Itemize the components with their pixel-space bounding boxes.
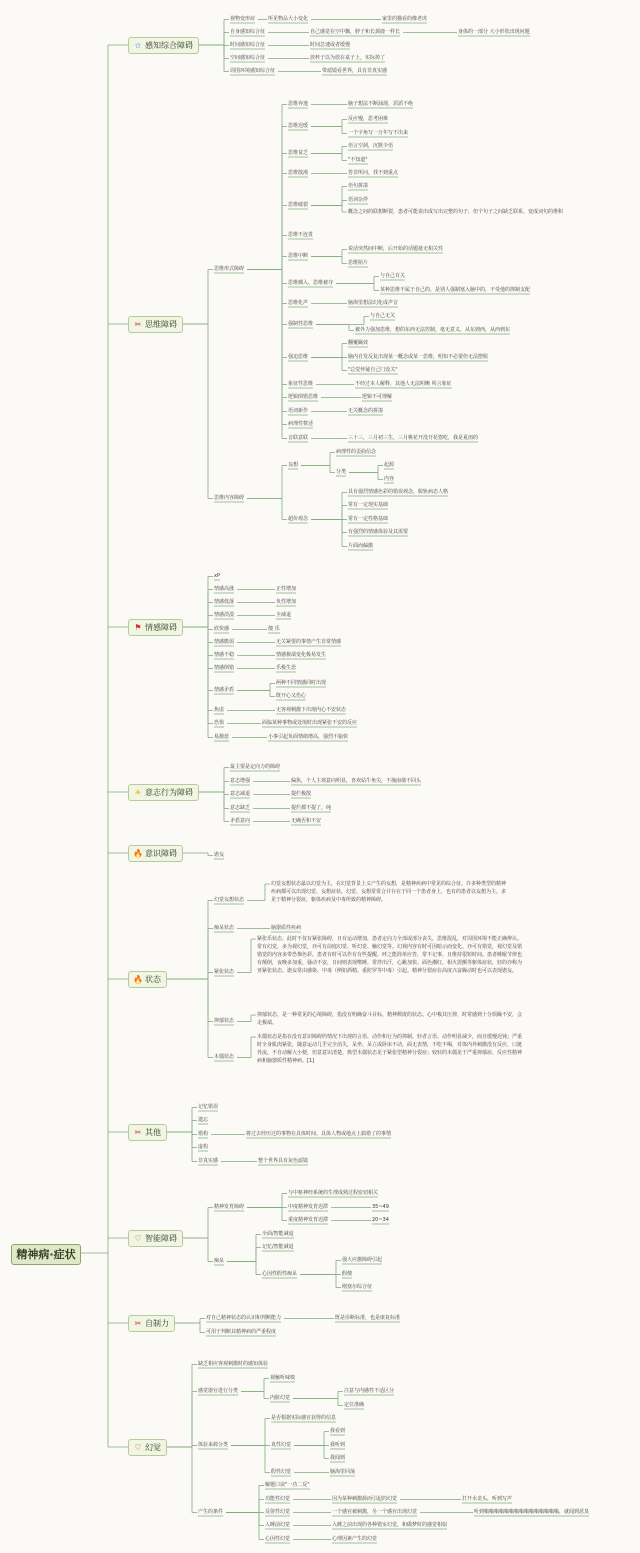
topic-node[interactable]: 心因性假性痴呆 — [262, 1271, 298, 1277]
category-node[interactable] — [128, 1230, 183, 1247]
topic-node[interactable]: 情感矛盾 — [214, 687, 235, 693]
category-label: 智能障碍 — [145, 1234, 177, 1243]
topic-node[interactable]: 情感淡漠 — [214, 612, 235, 618]
topic-node[interactable]: 空间感知综合征 — [230, 55, 266, 61]
topic-node[interactable]: 思维贫乏 — [288, 150, 309, 156]
topic-node[interactable]: 35~49 — [372, 1204, 389, 1210]
topic-node[interactable]: 听到嗡嗡嗡嗡嗡嗡嗡嗡嗡嗡嗡嗡嗡嗡嗡，就闻到恶臭 — [474, 1509, 590, 1515]
topic-node[interactable]: 假性幻觉 — [271, 1469, 292, 1475]
topic-node[interactable]: 功能性幻觉 — [265, 1496, 291, 1502]
topic-node[interactable]: 被外力强加思维，想的东西无法控制，毫无意义，从东到西，从西到东 — [355, 327, 511, 333]
topic-node[interactable]: 音联意联 — [288, 435, 309, 441]
topic-node[interactable]: 注意与内感性不适区分 — [344, 1388, 395, 1394]
topic-node[interactable]: 不经过本人解释，其他人无法明晰 所言象征 — [355, 381, 452, 387]
root-node[interactable]: 精神病·症状 — [11, 1244, 81, 1265]
topic-node[interactable]: 全减退 — [276, 612, 292, 618]
topic-node[interactable]: 分类 — [336, 469, 347, 475]
topic-node[interactable]: 语言空洞，沉默少语 — [348, 143, 394, 149]
topic-node[interactable]: 常有一定性格基础 — [348, 516, 389, 522]
topic-node[interactable]: 情感高涨 — [214, 586, 235, 592]
topic-node[interactable]: 思维化声 — [288, 300, 309, 306]
category-icon: 🔥 — [133, 849, 143, 858]
topic-node[interactable]: 病理性的歪曲信念 — [336, 449, 377, 455]
topic-node[interactable]: 意志减退 — [230, 791, 251, 797]
topic-node[interactable]: 语句拼凑 — [348, 183, 369, 189]
topic-node[interactable]: 超价观念 — [288, 516, 309, 522]
topic-node[interactable]: 提烂极散 — [291, 791, 312, 797]
category-label: 状态 — [145, 975, 161, 984]
topic-node[interactable]: 内脏幻觉 — [270, 1395, 291, 1401]
topic-node[interactable]: 傻 乐 — [268, 626, 280, 632]
topic-node[interactable]: 入睡之前出现的各种错室幻觉，和做梦时的感觉相似 — [332, 1522, 448, 1528]
topic-node[interactable]: 思维插入、思维被夺 — [288, 280, 334, 286]
topic-node[interactable]: 打开水龙头，听到写声 — [462, 1496, 513, 1502]
topic-node[interactable]: 感觉器官进行分类 — [198, 1388, 239, 1394]
topic-node[interactable]: 刚塞尔综合征 — [342, 1284, 373, 1290]
category-icon: ☀ — [134, 788, 142, 797]
category-label: 感知综合障碍 — [145, 41, 193, 50]
topic-node[interactable]: 木僵状态是指在没有意识障碍的情况下出现的言语、动作和行为的抑制。轻者言语、动作明显减少，而且缓慢迟钝；严重时全身肌肉紧张，随意运动几乎完全消失，呆坐、呆立或卧床不动，面无表情，不吃不喝，对体内外刺激没有反应，口涎外流，不自动解大小便，但意意识清楚。典型木僵状态见于紧张型精神分裂症；较轻的木僵见于严重抑郁症、反应性精神病和脑器质性精神病。[1] — [257, 1034, 523, 1064]
category-node[interactable] — [128, 784, 199, 801]
topic-node[interactable]: 三十三，三月初三生，三月桃花开没开花惚吃，我是夏雨的 — [348, 435, 479, 441]
topic-node[interactable]: 意志缺乏 — [230, 805, 251, 811]
topic-node[interactable]: 脑子想法不断涌现，滔滔不绝 — [348, 101, 414, 107]
topic-node[interactable]: 内容 — [384, 476, 395, 482]
category-node[interactable] — [128, 1315, 175, 1332]
topic-node[interactable]: 精神发育障碍 — [214, 1204, 245, 1210]
topic-node[interactable]: 遗忘 — [198, 1117, 209, 1123]
topic-node[interactable]: 错构 — [198, 1131, 209, 1137]
topic-node[interactable]: 最主要是定向力的障碍 — [230, 764, 281, 770]
topic-node[interactable]: 小事引起负面情绪增高，强烈不愉快 — [268, 734, 349, 740]
topic-node[interactable]: 身体的一部分 大小形状出现问题 — [458, 29, 530, 35]
topic-node[interactable]: 一个感官被刺激，另一个感官出现幻觉 — [332, 1509, 418, 1515]
topic-node[interactable]: 思维内容障碍 — [214, 495, 245, 501]
category-icon: ♡ — [134, 1234, 142, 1243]
topic-node[interactable]: 是否根据实际感官获得的信息 — [271, 1415, 337, 1421]
topic-node[interactable]: 片面而偏激 — [348, 543, 374, 549]
topic-node[interactable]: 体验来源分类 — [198, 1442, 229, 1448]
topic-node[interactable]: 逻辑不可理解 — [362, 394, 393, 400]
topic-node[interactable]: "不知道" — [348, 157, 368, 163]
topic-node[interactable]: 答非所问，找不到重点 — [348, 170, 399, 176]
category-node[interactable] — [128, 1439, 167, 1456]
topic-node[interactable]: 负性增加 — [276, 599, 297, 605]
topic-node[interactable]: 痴呆 — [214, 1258, 225, 1264]
topic-node[interactable]: 带滤镜看世界，具有非真实感 — [322, 68, 388, 74]
category-label: 思维障碍 — [145, 320, 177, 329]
topic-node[interactable]: 反射性幻觉 — [265, 1509, 291, 1515]
topic-node[interactable]: 情感倒错 — [214, 665, 235, 671]
topic-node[interactable]: 脑海里回荡 — [330, 1469, 356, 1475]
category-node[interactable] — [128, 845, 183, 862]
topic-node[interactable]: 正性增加 — [276, 586, 297, 592]
topic-node[interactable]: 真性幻觉 — [271, 1442, 292, 1448]
topic-node[interactable]: 偏执，个人主观意向明显，喜欢钻牛角尖，不撞南墙不回头 — [291, 778, 422, 784]
topic-node[interactable]: 情感脆弱 — [214, 639, 235, 645]
topic-node[interactable]: 语词杂伴 — [348, 197, 369, 203]
topic-node[interactable]: 时间急速或者缓慢 — [310, 42, 351, 48]
topic-node[interactable]: 说话突然间中断，后开始的话题毫无相关性 — [348, 246, 444, 252]
category-node[interactable] — [128, 1124, 167, 1141]
topic-node[interactable]: 无关紧要的事情产生非常情感 — [276, 639, 342, 645]
topic-node[interactable]: 情感低落 — [214, 599, 235, 605]
topic-node[interactable]: 所见物品大小变化 — [268, 16, 309, 22]
topic-node[interactable]: 意志增强 — [230, 778, 251, 784]
topic-node[interactable]: 乐极生悲 — [276, 665, 297, 671]
topic-node[interactable]: 思维破裂 — [288, 202, 309, 208]
category-label: 意识障碍 — [145, 849, 177, 858]
topic-node[interactable]: 思维散漫 — [288, 170, 309, 176]
topic-node[interactable]: 具有强烈情感色彩的错误观念，脱轨病态人格 — [348, 489, 449, 495]
topic-node[interactable]: 脑内自发反复出现某一概念或某一思维，明知不必要但无法摆脱 — [348, 354, 489, 360]
topic-node[interactable]: 假傻 — [342, 1271, 353, 1277]
topic-node[interactable]: 可用于判断其精神病的严重程度 — [206, 1329, 277, 1335]
topic-node[interactable]: 木僵状态 — [214, 1054, 235, 1060]
category-label: 其他 — [145, 1128, 161, 1137]
topic-node[interactable]: 一个字角写一万年写不出来 — [348, 130, 409, 136]
topic-node[interactable]: 与中枢神经系统的生理成熟过程密切相关 — [288, 1190, 379, 1196]
topic-node[interactable]: 定位准确 — [344, 1402, 365, 1408]
topic-node[interactable]: 情感不稳 — [214, 652, 235, 658]
category-icon: ⚑ — [134, 623, 142, 632]
topic-node[interactable]: 对自己精神状态的认识和判断能力 — [206, 1315, 282, 1321]
topic-node[interactable]: 我看到 — [330, 1428, 346, 1434]
category-icon: ✂ — [134, 1128, 142, 1137]
topic-node[interactable]: 视物变形症 — [230, 16, 256, 22]
topic-node[interactable]: 强迫思维 — [288, 354, 309, 360]
topic-node[interactable]: 虚构 — [198, 1144, 209, 1150]
topic-node[interactable]: 恐惧 — [214, 720, 225, 726]
topic-node[interactable]: 强制性思维 — [288, 321, 314, 327]
topic-node[interactable]: 焦虑 — [214, 707, 225, 713]
topic-node[interactable]: 既开心又伤心 — [276, 693, 307, 699]
topic-node[interactable]: 紧张状态 — [214, 969, 235, 975]
topic-node[interactable]: 放杯子以为放在桌子上，实际掉了 — [310, 55, 386, 61]
topic-node[interactable]: 紧张乐状态，此时不仅有紧张障碍，且有运动增加，患者定向力全部或部分丧失，思维混乱，对周围环境不能正确辨认。常有幻觉，多为视幻觉，亦可有前庭幻觉、听幻觉、触幻觉等。幻视内容有时可因暗示而变化。亦可有错觉，视幻觉及错错觉的内容多带恐怖色彩。患者有时可以作有有些提醒，呼之能简单应答，常不记事，且维持很短时间。患者睡眠节律也有颠倒，夜晚多加重，骚动不安，日间则表现嗜睡。常伴出汗，心跳加快、面色潮红，相火震颤等躯体症状，轻的亦称为亚紧张状态。谵妄常由感染、中毒（例如酒精、重陀罗等中毒）引起。精神分裂症在高度兴奋躁动时也可以表现谵妄。 — [257, 936, 523, 974]
topic-node[interactable]: 思维迟缓 — [288, 123, 309, 129]
topic-node[interactable]: 某种思维不属于自己的，是别人强制塞入脑中的，不受他的抑制支配 — [380, 287, 531, 293]
topic-node[interactable]: 视触听味嗅 — [270, 1375, 296, 1381]
topic-node[interactable]: 全面/智能减退 — [262, 1231, 294, 1237]
topic-node[interactable]: 周围环境感知综合征 — [230, 68, 276, 74]
category-node[interactable] — [128, 971, 167, 988]
topic-node[interactable]: 两种不同情感同时出现 — [276, 680, 327, 686]
topic-node[interactable]: 产生的条件 — [198, 1509, 224, 1515]
topic-node[interactable]: 有强烈的情感体验及其需要 — [348, 529, 409, 535]
topic-node[interactable]: 非真实感 — [198, 1158, 219, 1164]
topic-node[interactable]: 家里的猫看的像老虎 — [382, 16, 428, 22]
topic-node[interactable]: 思维阻片 — [348, 260, 369, 266]
topic-node[interactable]: 翻覆躁效 — [348, 340, 369, 346]
topic-node[interactable]: 与自己有关 — [380, 273, 406, 279]
category-icon: ☆ — [134, 41, 142, 50]
topic-node[interactable]: 思维中断 — [288, 253, 309, 259]
topic-node[interactable]: 因为某种刺激源而引起的幻觉 — [332, 1496, 398, 1502]
topic-node[interactable]: 脑海里想法幻化成声音 — [348, 300, 399, 306]
topic-node[interactable]: 心理因素产生的幻觉 — [332, 1536, 378, 1542]
category-label: 情感障碍 — [145, 623, 177, 632]
topic-node[interactable]: 病理性赘述 — [288, 421, 314, 427]
topic-node[interactable]: 易激惹 — [214, 734, 230, 740]
topic-node[interactable]: 语词新作 — [288, 408, 309, 414]
topic-node[interactable]: 自身感知综合征 — [230, 29, 266, 35]
category-icon: ✂ — [134, 320, 142, 329]
topic-node[interactable]: 解题口诀"一功二反" — [265, 1482, 310, 1488]
topic-node[interactable]: 思维形式障碍 — [214, 266, 245, 272]
topic-node[interactable]: 幻觉妄想状态最以幻觉为主，在幻觉背景上义产生的妄想，是精神疾病中常见的综合征。许多种类型的精神疾病都可以出现幻觉、妄想症状。幻觉、妄想常常合并存在于同一个患者身上，也有的患者以妄想为主。多见于精神分裂症，躯体疾病及中毒所致的精神障碍。 — [271, 881, 507, 903]
category-node[interactable] — [128, 316, 183, 333]
topic-node[interactable]: 既是诊断标准，也是康复标准 — [335, 1315, 401, 1321]
topic-node[interactable]: 入睡前幻觉 — [265, 1522, 291, 1528]
topic-node[interactable]: 谵妄 — [214, 852, 225, 858]
category-icon: 🔥 — [133, 975, 143, 984]
topic-node[interactable]: 象征性思维 — [288, 381, 314, 387]
topic-node[interactable]: 常有一定现实基础 — [348, 502, 389, 508]
topic-node[interactable]: 情感极端变化极易发生 — [276, 652, 327, 658]
topic-node[interactable]: 20~34 — [372, 1217, 389, 1223]
topic-node[interactable]: 思维不连贯 — [288, 232, 314, 238]
topic-node[interactable]: 矛盾意向 — [230, 818, 251, 824]
topic-node[interactable]: 幻觉妄想状态 — [214, 897, 245, 903]
topic-node[interactable]: 妄想 — [288, 462, 299, 468]
topic-node[interactable]: 起源 — [384, 462, 395, 468]
topic-node[interactable]: 脑器质性疾病 — [271, 925, 302, 931]
topic-node[interactable]: 抑郁状态 — [214, 1018, 235, 1024]
topic-node[interactable]: 与自己无关 — [370, 313, 396, 319]
topic-node[interactable]: 重度精神发育迟滞 — [288, 1217, 329, 1223]
category-node[interactable] — [128, 619, 183, 636]
topic-node[interactable]: 概念之间的联想断裂，患者可能说出成写出完整的句子，但个句子之间缺乏联系，变成词句的堆积 — [348, 209, 564, 215]
topic-node[interactable]: 时间感知综合征 — [230, 42, 266, 48]
topic-node[interactable]: 痴呆状态 — [214, 925, 235, 931]
topic-node[interactable]: 整个世界具有灰色滤镜 — [258, 1158, 309, 1164]
topic-node[interactable]: 提烂都不提了，纯 — [291, 805, 332, 811]
topic-node[interactable]: 思维奔逸 — [288, 101, 309, 107]
topic-node[interactable]: 自己感觉在空中飘，脖子和长颈鹿一样长 — [310, 29, 401, 35]
topic-node[interactable]: 无关概念的拼凑 — [348, 408, 384, 414]
topic-node[interactable]: 抑郁状态，是一种常见的心境障碍，指没有明确奋斗目标，精神颓废的状态。心中极其压抑，时常感到十分烦躁不安，会走极端。 — [257, 1012, 523, 1026]
category-icon: ✂ — [134, 1319, 142, 1328]
category-label: 幻觉 — [145, 1443, 161, 1452]
topic-node[interactable]: 无客观刺激下出现内心不安状态 — [276, 707, 347, 713]
topic-node[interactable]: 将过去经历过的事物在具体时间、具体人物或地点上搞错了的事情 — [246, 1131, 392, 1137]
topic-node[interactable]: 记忆错误 — [198, 1104, 219, 1110]
topic-node[interactable]: 记忆/智能减退 — [262, 1244, 294, 1250]
topic-node[interactable]: 面临某种事物或处境时出现紧张不安的反应 — [262, 720, 358, 726]
topic-node[interactable]: 中度精神发育迟滞 — [288, 1204, 329, 1210]
topic-node[interactable]: 强大应激障碍引起 — [342, 1257, 383, 1263]
topic-node[interactable]: xP — [214, 573, 220, 579]
topic-node[interactable]: 心因性幻觉 — [265, 1536, 291, 1542]
topic-node[interactable]: "总觉怀疑自己门没关" — [348, 367, 398, 373]
category-node[interactable] — [128, 37, 199, 54]
topic-node[interactable]: 缺乏相应客观刺激时的感知体验 — [198, 1361, 269, 1367]
category-icon: ♡ — [134, 1443, 142, 1452]
topic-node[interactable]: 无确否和不安 — [291, 818, 322, 824]
topic-node[interactable]: 反应慢，思考困难 — [348, 116, 389, 122]
category-label: 自制力 — [145, 1319, 169, 1328]
topic-node[interactable]: 我闻到 — [330, 1455, 346, 1461]
topic-node[interactable]: 逻辑倒错思维 — [288, 394, 319, 400]
topic-node[interactable]: 欣快感 — [214, 626, 230, 632]
category-label: 意志行为障碍 — [145, 788, 193, 797]
topic-node[interactable]: 我听到 — [330, 1442, 346, 1448]
